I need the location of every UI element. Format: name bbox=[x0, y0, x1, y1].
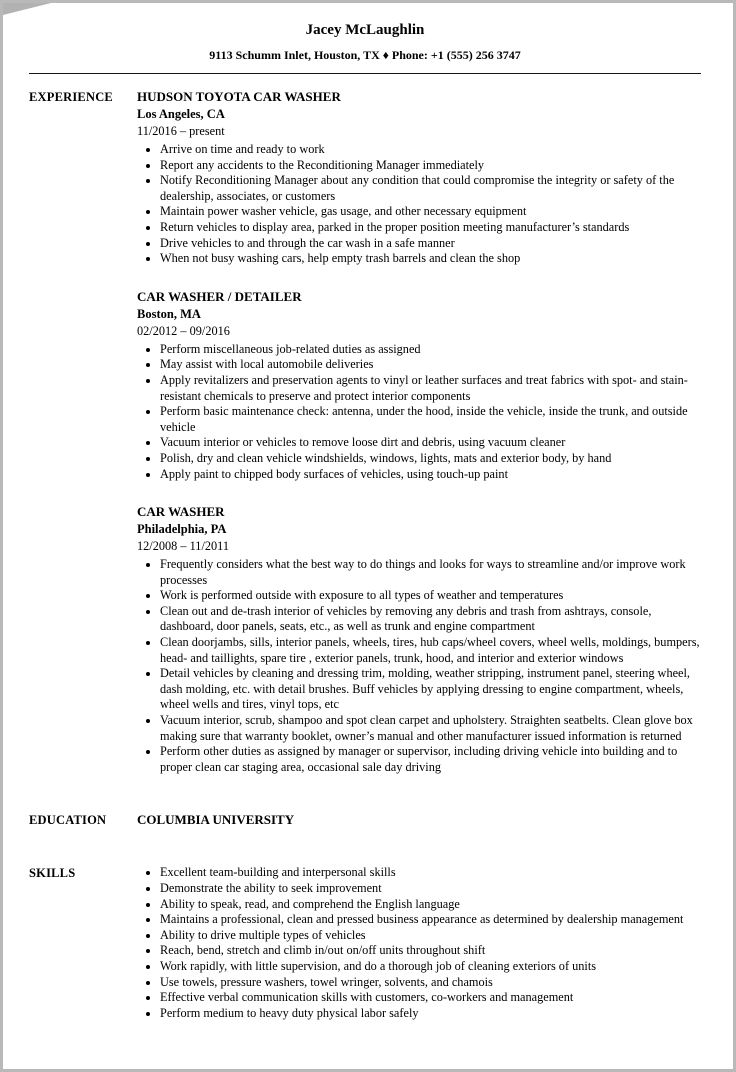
job-entry-car-washer bbox=[137, 504, 701, 775]
skill-item: • Excellent team-building and interpersonal skills bbox=[160, 865, 701, 881]
school-name: COLUMBIA UNIVERSITY bbox=[137, 812, 295, 828]
bullet-item: • Vacuum interior or vehicles to remove loose dirt and debris, using vacuum cleaner bbox=[160, 435, 701, 451]
skills-content bbox=[137, 865, 701, 1021]
skill-item: • Reach, bend, stretch and climb in/out on/off units throughout shift bbox=[160, 943, 701, 959]
job-bullet-list bbox=[137, 557, 701, 775]
section-education bbox=[29, 812, 701, 828]
job-bullet-list bbox=[137, 142, 701, 267]
bullet-item: • Apply paint to chipped body surfaces of vehicles, using touch-up paint bbox=[160, 467, 701, 483]
skill-item: • Ability to speak, read, and comprehend the English language bbox=[160, 897, 701, 913]
job-dates: 02/2012 – 09/2016 bbox=[137, 323, 230, 338]
bullet-item: • Drive vehicles to and through the car wash in a safe manner bbox=[160, 236, 701, 252]
resume-header bbox=[29, 17, 701, 74]
contact-line: 9113 Schumm Inlet, Houston, TX ♦ Phone: +1 (555) 256 3747 bbox=[209, 48, 521, 62]
resume-page bbox=[3, 3, 733, 1069]
job-title: HUDSON TOYOTA CAR WASHER bbox=[137, 89, 341, 104]
skills-section-label: SKILLS bbox=[29, 866, 76, 881]
bullet-item: • May assist with local automobile deliveries bbox=[160, 357, 701, 373]
bullet-item: • When not busy washing cars, help empty trash barrels and clean the shop bbox=[160, 251, 701, 267]
education-content bbox=[137, 812, 701, 828]
skill-item: • Work rapidly, with little supervision, and do a thorough job of cleaning exteriors of units bbox=[160, 959, 701, 975]
job-entry-hudson-toyota bbox=[137, 89, 701, 267]
bullet-item: • Notify Reconditioning Manager about any condition that could compromise the integrity or safety of the dealership, associates, or customers bbox=[160, 173, 701, 204]
job-entry-car-washer-detailer bbox=[137, 289, 701, 482]
job-title: CAR WASHER bbox=[137, 504, 225, 520]
bullet-item: • Frequently considers what the best way to do things and looks for ways to streamline and/or improve work processes bbox=[160, 557, 701, 588]
skills-bullet-list bbox=[137, 865, 701, 1021]
bullet-item: • Perform basic maintenance check: antenna, under the hood, inside the vehicle, inside the trunk, and outside vehicle bbox=[160, 404, 701, 435]
job-dates: 12/2008 – 11/2011 bbox=[137, 539, 229, 554]
section-skills bbox=[29, 865, 701, 1021]
education-section-label: EDUCATION bbox=[29, 813, 107, 828]
section-experience bbox=[29, 89, 701, 775]
skill-item: • Demonstrate the ability to seek improvement bbox=[160, 881, 701, 897]
bullet-item: • Perform miscellaneous job-related duties as assigned bbox=[160, 342, 701, 358]
skill-item: • Maintains a professional, clean and pressed business appearance as determined by dealership management bbox=[160, 912, 701, 928]
job-location: Los Angeles, CA bbox=[137, 107, 225, 121]
bullet-item: • Report any accidents to the Reconditioning Manager immediately bbox=[160, 158, 701, 174]
bullet-item: • Perform other duties as assigned by manager or supervisor, including driving vehicle into building and to proper clean car staging area, occasional sale day driving bbox=[160, 744, 701, 775]
job-bullet-list bbox=[137, 342, 701, 482]
experience-section-label: EXPERIENCE bbox=[29, 90, 113, 104]
bullet-item: • Work is performed outside with exposure to all types of weather and temperatures bbox=[160, 588, 701, 604]
bullet-item: • Clean doorjambs, sills, interior panels, wheels, tires, hub caps/wheel covers, wheel wells, moldings, bumpers, head- and taillights, spare tire , exterior panels, trunk, hood, and interior and exterior windows bbox=[160, 635, 701, 666]
job-title: CAR WASHER / DETAILER bbox=[137, 288, 302, 304]
candidate-name: Jacey McLaughlin bbox=[305, 22, 425, 38]
job-dates: 11/2016 – present bbox=[137, 124, 225, 138]
bullet-item: • Maintain power washer vehicle, gas usage, and other necessary equipment bbox=[160, 204, 701, 220]
skill-item: • Use towels, pressure washers, towel wringer, solvents, and chamois bbox=[160, 975, 701, 991]
skill-item: • Effective verbal communication skills with customers, co-workers and management bbox=[160, 990, 701, 1006]
bullet-item: • Clean out and de-trash interior of vehicles by removing any debris and trash from ashtrays, console, dashboard, door panels, seats, etc., as well as trunk and engine compartment bbox=[160, 604, 701, 635]
scan-corner-artifact bbox=[3, 3, 51, 15]
bullet-item: • Detail vehicles by cleaning and dressing trim, molding, weather stripping, instrument panel, steering wheel, dash molding, etc. with detail brushes. Buff vehicles by applying dressing to engine compartment, wheels, wheel wells and tires, vinyl tops, etc bbox=[160, 666, 701, 713]
experience-content bbox=[137, 89, 701, 775]
header-divider bbox=[29, 73, 701, 74]
bullet-item: • Arrive on time and ready to work bbox=[160, 142, 701, 158]
bullet-item: • Vacuum interior, scrub, shampoo and spot clean carpet and upholstery. Straighten seatbelts. Clean glove box making sure that warranty booklet, owner’s manual and other manufacturer issued information is returned bbox=[160, 713, 701, 744]
skill-item: • Ability to drive multiple types of vehicles bbox=[160, 928, 701, 944]
skill-item: • Perform medium to heavy duty physical labor safely bbox=[160, 1006, 701, 1022]
job-location: Philadelphia, PA bbox=[137, 522, 227, 537]
bullet-item: • Return vehicles to display area, parked in the proper position meeting manufacturer’s standards bbox=[160, 220, 701, 236]
bullet-item: • Polish, dry and clean vehicle windshields, windows, lights, mats and exterior body, by hand bbox=[160, 451, 701, 467]
job-location: Boston, MA bbox=[137, 306, 201, 321]
bullet-item: • Apply revitalizers and preservation agents to vinyl or leather surfaces and treat fabrics with spot- and stain- resistant chemicals to preserve and protect interior components bbox=[160, 373, 701, 404]
